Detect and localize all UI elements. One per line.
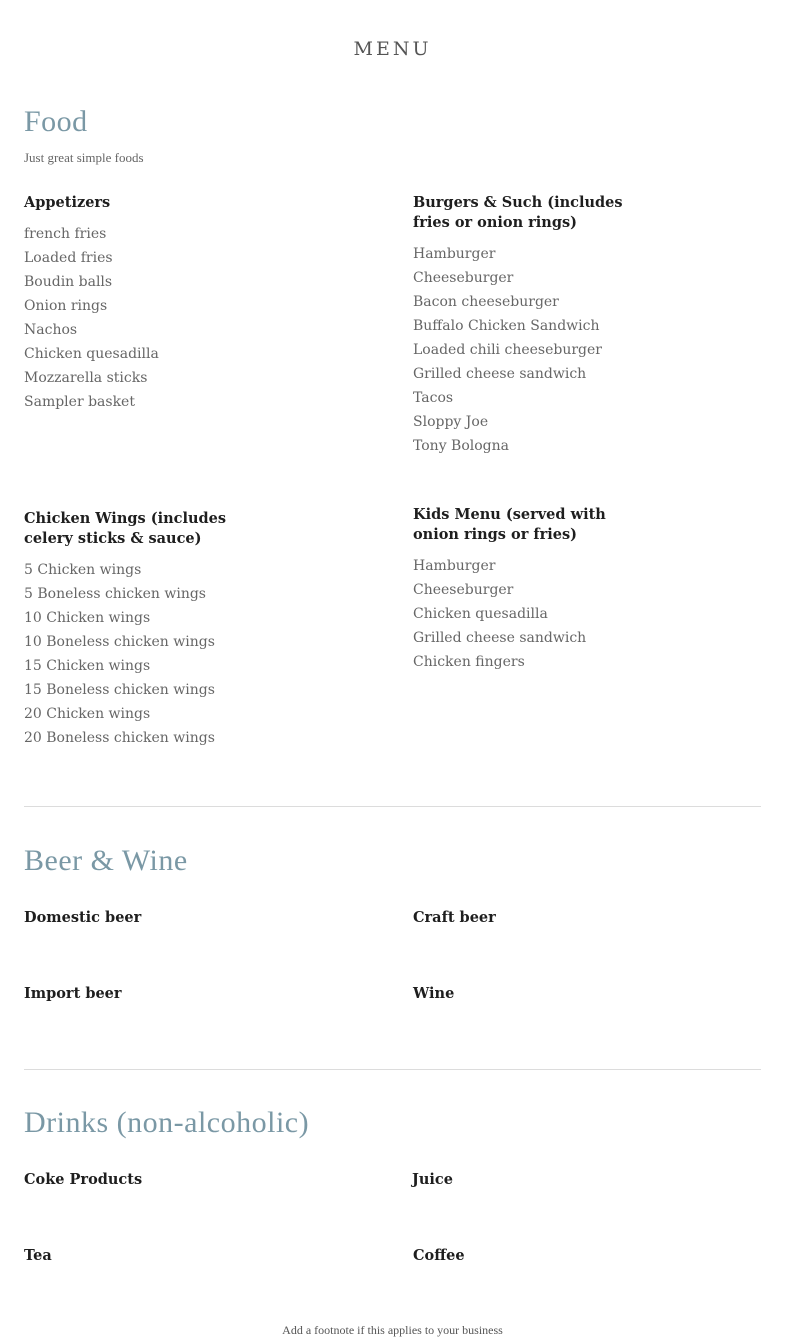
menu-item: Grilled cheese sandwich — [413, 630, 587, 646]
category-title: Import beer — [24, 985, 122, 1002]
menu-item: Cheeseburger — [413, 270, 514, 286]
menu-item: french fries — [24, 226, 107, 242]
category-title: Tea — [24, 1247, 52, 1264]
menu-item: 15 Chicken wings — [24, 658, 151, 674]
category-tea — [24, 1246, 254, 1275]
section-divider — [24, 806, 761, 807]
menu-item: Loaded chili cheeseburger — [413, 342, 602, 358]
category-title: Chicken Wings (includes celery sticks & sauce) — [24, 510, 227, 547]
category-title: Juice — [412, 1171, 453, 1188]
category-juice — [412, 1170, 642, 1199]
menu-item: Hamburger — [413, 246, 496, 262]
category-title: Domestic beer — [24, 909, 142, 926]
category-coke-products — [24, 1170, 254, 1199]
category-title: Burgers & Such (includes fries or onion rings) — [413, 194, 623, 231]
menu-item: Nachos — [24, 322, 78, 338]
menu-item: Sloppy Joe — [413, 414, 489, 430]
menu-item: 5 Chicken wings — [24, 562, 142, 578]
menu-item: Tacos — [413, 390, 454, 406]
menu-item: Grilled cheese sandwich — [413, 366, 587, 382]
section-title-drinks: Drinks (non-alcoholic) — [24, 1106, 310, 1139]
section-subtitle-food: Just great simple foods — [24, 150, 144, 165]
category-domestic-beer — [24, 908, 254, 937]
section-divider — [24, 1069, 761, 1070]
category-import-beer — [24, 984, 254, 1013]
category-title: Appetizers — [24, 194, 111, 211]
menu-item: Loaded fries — [24, 250, 113, 266]
menu-item: Hamburger — [413, 558, 496, 574]
category-title: Kids Menu (served with onion rings or fries) — [413, 506, 606, 543]
category-wine — [413, 984, 643, 1013]
menu-item: Cheeseburger — [413, 582, 514, 598]
menu-item: 10 Chicken wings — [24, 610, 151, 626]
category-title: Wine — [413, 985, 455, 1002]
menu-item: 20 Chicken wings — [24, 706, 151, 722]
menu-item: Chicken fingers — [413, 654, 525, 670]
item-list — [413, 554, 643, 674]
menu-item: 20 Boneless chicken wings — [24, 730, 215, 746]
category-appetizers — [24, 193, 254, 414]
menu-item: 15 Boneless chicken wings — [24, 682, 215, 698]
menu-item: Onion rings — [24, 298, 108, 314]
category-craft-beer — [413, 908, 643, 937]
category-kids-menu — [413, 505, 643, 674]
item-list — [24, 558, 254, 750]
menu-item: 5 Boneless chicken wings — [24, 586, 206, 602]
category-title: Craft beer — [413, 909, 496, 926]
menu-item: Tony Bologna — [413, 438, 510, 454]
category-title: Coke Products — [24, 1171, 143, 1188]
category-title: Coffee — [413, 1247, 465, 1264]
menu-item: Sampler basket — [24, 394, 135, 410]
section-title-beer-wine: Beer & Wine — [24, 844, 188, 877]
category-coffee — [413, 1246, 643, 1275]
menu-item: Bacon cheeseburger — [413, 294, 559, 310]
item-list — [24, 222, 254, 414]
menu-item: 10 Boneless chicken wings — [24, 634, 215, 650]
footnote: Add a footnote if this applies to your business — [282, 1323, 503, 1337]
section-title-food: Food — [24, 105, 88, 138]
menu-item: Mozzarella sticks — [24, 370, 148, 386]
category-burgers — [413, 193, 643, 458]
category-chicken-wings — [24, 509, 254, 750]
menu-item: Boudin balls — [24, 274, 113, 290]
menu-item: Chicken quesadilla — [24, 346, 159, 362]
item-list — [413, 242, 643, 458]
menu-item: Chicken quesadilla — [413, 606, 548, 622]
menu-item: Buffalo Chicken Sandwich — [413, 318, 600, 334]
menu-title: MENU — [353, 38, 432, 60]
